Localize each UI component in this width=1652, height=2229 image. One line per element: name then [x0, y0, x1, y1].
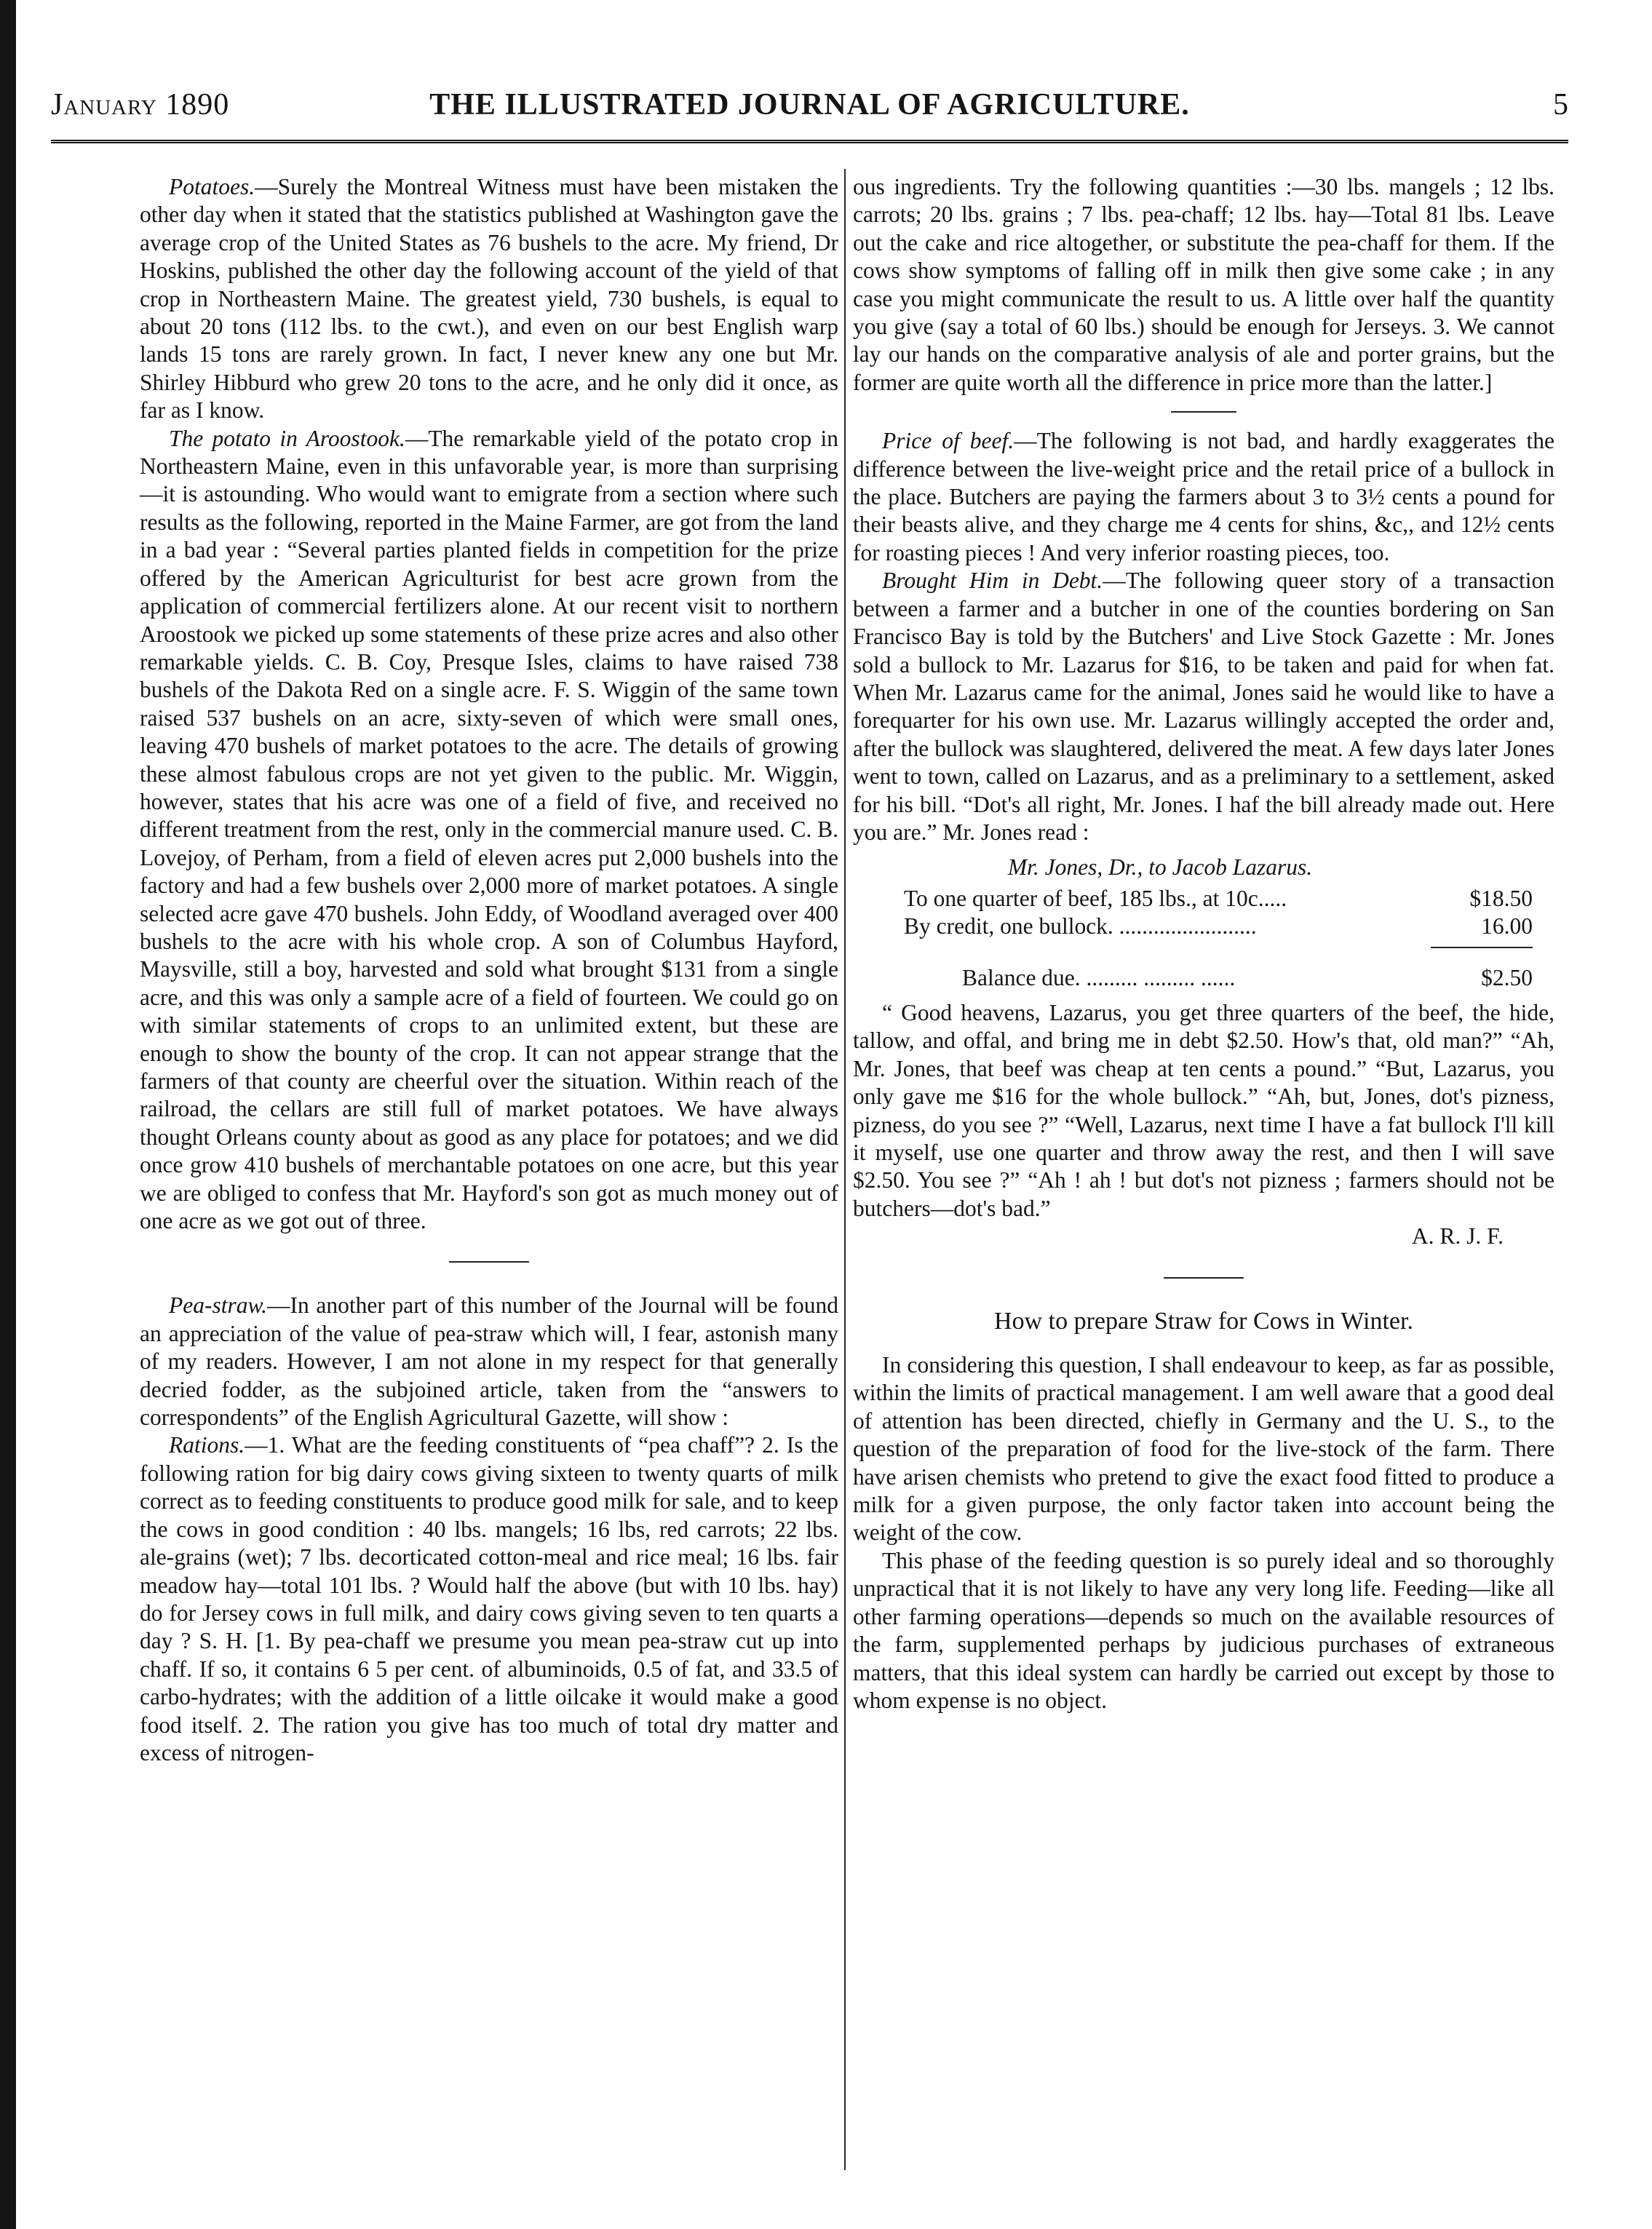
text-rations: —1. What are the feeding constituents of “pea chaff”? 2. Is the following ration for big dairy cows giving sixteen to twenty quarts of milk correct as to feeding constituents to produce good milk for sale, and to keep the cows in good condition : 40 lbs. mangels; 16 lbs, red carrots; 22 lbs. ale-grains (wet); 7 lbs. decorticated cotton-meal and rice meal; 16 lbs. fair meadow hay—total 101 lbs. ? Would half the above (but with 10 lbs. hay) do for Jersey cows in full milk, and dairy cows giving seven to ten quarts a day ? S. H. [1. By pea-chaff we presume you mean pea-straw cut up into chaff. If so, it contains 6 5 per cent. of albuminoids, 0.5 of fat, and 33.5 of carbo-hydrates; with the addition of a little oilcake it would make a good food itself. 2. The ration you give has too much of total dry matter and excess of nitrogen- — [140, 1432, 838, 1765]
text-price-of-beef: —The following is not bad, and hardly exaggerates the difference between the live-weight price and the retail price of a bullock in the place. Butchers are paying the farmers about 3 to 3½ cents a pound for their beasts alive, and they charge me 4 cents for shins, &c,, and 12½ cents for roasting pieces ! And very inferior roasting pieces, too. — [853, 428, 1554, 565]
paragraph-straw-1: In considering this question, I shall endeavour to keep, as far as possible, within the limits of practical management. I am well aware that a good deal of attention has been directed, chiefly in Germany and the U. S., to the question of the preparation of food for the live-stock of the farm. There have arisen chemists who pretend to give the exact food fitted to produce a milk for a given purpose, the only factor taken into account being the weight of the cow. — [853, 1352, 1554, 1546]
lead-rations: Rations. — [169, 1432, 245, 1458]
bill-balance-amount: $2.50 — [1481, 964, 1533, 990]
bill-line-text: To one quarter of beef, 185 lbs., at 10c..... — [904, 885, 1287, 911]
right-column — [853, 173, 1554, 1715]
butcher-bill — [853, 854, 1554, 992]
paragraph-rations-continued: ous ingredients. Try the following quantities :—30 lbs. mangels ; 12 lbs. carrots; 20 lbs. grains ; 7 lbs. pea-chaff; 12 lbs. hay—Total 81 lbs. Leave out the cake and rice altogether, or substitute the pea-chaff for them. If the cows show symptoms of falling off in milk then give some cake ; in any case you might communicate the result to us. A little over half the quantity you give (say a total of 60 lbs.) should be enough for Jerseys. 3. We cannot lay our hands on the comparative analysis of ale and porter grains, but the former are quite worth all the difference in price more than the latter.] — [853, 174, 1554, 395]
paragraph-aroostook — [140, 425, 838, 1236]
text-potatoes: —Surely the Montreal Witness must have been mistaken the other day when it stated that the statistics published at Washington gave the average crop of the United States as 76 bushels to the acre. My friend, Dr Hoskins, published the other day the following account of the yield of that crop in Northeastern Maine. The greatest yield, 730 bushels, is equal to about 20 tons (112 lbs. to the cwt.), and even on our best English warp lands 15 tons are rarely grown. In fact, I never knew any one but Mr. Shirley Hibburd who grew 20 tons to the acre, and he only did it once, as far as I know. — [140, 174, 838, 424]
author-signature-line — [853, 1223, 1554, 1250]
column-divider — [844, 169, 846, 2170]
paragraph-rations — [140, 1431, 838, 1767]
paragraph-straw-2: This phase of the feeding question is so purely ideal and so thoroughly unpractical that it is not likely to have any very long life. Feeding—like all other farming operations—depends so much on the available resources of the farm, supplemented perhaps by judicious purchases of extraneous matters, that this ideal system can hardly be carried out except by those to whom expense is no object. — [853, 1547, 1554, 1713]
bill-total-rule — [1431, 947, 1533, 948]
bill-line — [853, 885, 1554, 913]
paragraph-brought-him-in-debt — [853, 567, 1554, 846]
lead-pea-straw: Pea-straw. — [169, 1292, 268, 1319]
bill-line-amount: 16.00 — [1481, 913, 1533, 939]
lead-price-of-beef: Price of beef. — [882, 428, 1014, 454]
paragraph-pea-straw — [140, 1292, 838, 1431]
lead-brought-him-in-debt: Brought Him in Debt. — [882, 568, 1103, 594]
article-title: How to prepare Straw for Cows in Winter. — [994, 1307, 1413, 1335]
header-rule — [51, 140, 1568, 143]
bill-balance-text: Balance due. ......... ......... ...... — [962, 964, 1236, 990]
journal-title: THE ILLUSTRATED JOURNAL OF AGRICULTURE. — [429, 88, 1190, 122]
issue-date: January 1890 — [51, 88, 230, 122]
bill-line-text: By credit, one bullock. ........................ — [904, 913, 1257, 939]
section-rule — [1164, 1277, 1244, 1279]
section-rule — [449, 1261, 529, 1263]
paragraph-debt-ending: “ Good heavens, Lazarus, you get three quarters of the beef, the hide, tallow, and offal, and bring me in debt $2.50. How's that, old man?” “Ah, Mr. Jones, that beef was cheap at ten cents a pound.” “But, Lazarus, you only gave me $16 for the whole bullock.” “Ah, but, Jones, dot's pizness, pizness, do you see ?” “Well, Lazarus, next time I have a fat bullock I'll kill it myself, use one quarter and throw away the rest, and then I will save $2.50. You see ?” “Ah ! ah ! but dot's not pizness ; farmers should not be butchers—dot's bad.” — [853, 999, 1554, 1221]
text-aroostook: —The remarkable yield of the potato crop in Northeastern Maine, even in this unfavorable year, is more than surprising—it is astounding. Who would want to emigrate from a section where such results as the following, reported in the Maine Farmer, are got from the land in a bad year : “Several parties planted fields in competition for the prize offered by the American Agriculturist for best acre grown from the application of commercial fertilizers alone. At our recent visit to northern Aroostook we picked up some statements of these prize acres and also other remarkable yields. C. B. Coy, Presque Isles, claims to have raised 738 bushels of the Dakota Red on a single acre. F. S. Wiggin of the same town raised 537 bushels on an acre, sixty-seven of which were small ones, leaving 470 bushels of market potatoes to the acre. The details of growing these almost fabulous crops are not yet given to the public. Mr. Wiggin, however, states that his acre was one of a field of five, and received no different treatment from the rest, only in the commercial manure used. C. B. Lovejoy, of Perham, from a field of eleven acres put 2,000 bushels into the factory and had a few bushels over 2,000 more of market potatoes. A single selected acre gave 470 bushels. John Eddy, of Woodland averaged over 400 bushels to the acre with his whole crop. A son of Columbus Hayford, Maysville, still a boy, harvested and sold what brought $131 from a single acre, and this was only a sample acre of a field of fourteen. We could go on with similar statements of crops to an unlimited extent, but these are enough to show the bounty of the crop. It can not appear strange that the farmers of that county are cheerful over the situation. Within reach of the railroad, the cellars are still full of market potatoes. We have always thought Orleans county about as good as any place for potatoes; and we did once grow 410 bushels of merchantable potatoes on one acre, but this year we are obliged to confess that Mr. Hayford's son got as much money out of one acre as we got out of three. — [140, 425, 839, 1234]
author-signature: A. R. J. F. — [1411, 1223, 1504, 1249]
paragraph-potatoes — [140, 173, 838, 425]
bill-balance — [853, 964, 1554, 992]
page-header — [51, 87, 1568, 131]
paragraph-price-of-beef — [853, 427, 1554, 567]
text-brought-him-in-debt: —The following queer story of a transaction between a farmer and a butcher in one of the counties bordering on San Francisco Bay is told by the Butchers' and Live Stock Gazette : Mr. Jones sold a bullock to Mr. Lazarus for $16, to be taken and paid for when fat. When Mr. Lazarus came for the animal, Jones said he would like to have a forequarter for his own use. Mr. Lazarus willingly accepted the order and, after the bullock was slaughtered, delivered the meat. A few days later Jones went to town, called on Lazarus, and as a preliminary to a settlement, asked for his bill. “Dot's all right, Mr. Jones. I haf the bill already made out. Here you are.” Mr. Jones read : — [853, 568, 1554, 845]
page-number: 5 — [1553, 88, 1568, 122]
page-binding-edge — [0, 0, 16, 2229]
section-rule — [1171, 411, 1236, 413]
bill-line-amount: $18.50 — [1469, 885, 1533, 911]
left-column — [140, 173, 838, 1767]
bill-line — [853, 913, 1554, 940]
bill-title: Mr. Jones, Dr., to Jacob Lazarus. — [1007, 854, 1313, 881]
text-pea-straw: —In another part of this number of the Journal will be found an appreciation of the value of pea-straw which will, I fear, astonish many of my readers. However, I am not alone in my respect for that generally decried fodder, as the subjoined article, taken from the “answers to correspondents” of the English Agricultural Gazette, will show : — [140, 1292, 838, 1431]
lead-potatoes: Potatoes. — [169, 174, 255, 199]
lead-aroostook: The potato in Aroostook. — [169, 425, 405, 451]
